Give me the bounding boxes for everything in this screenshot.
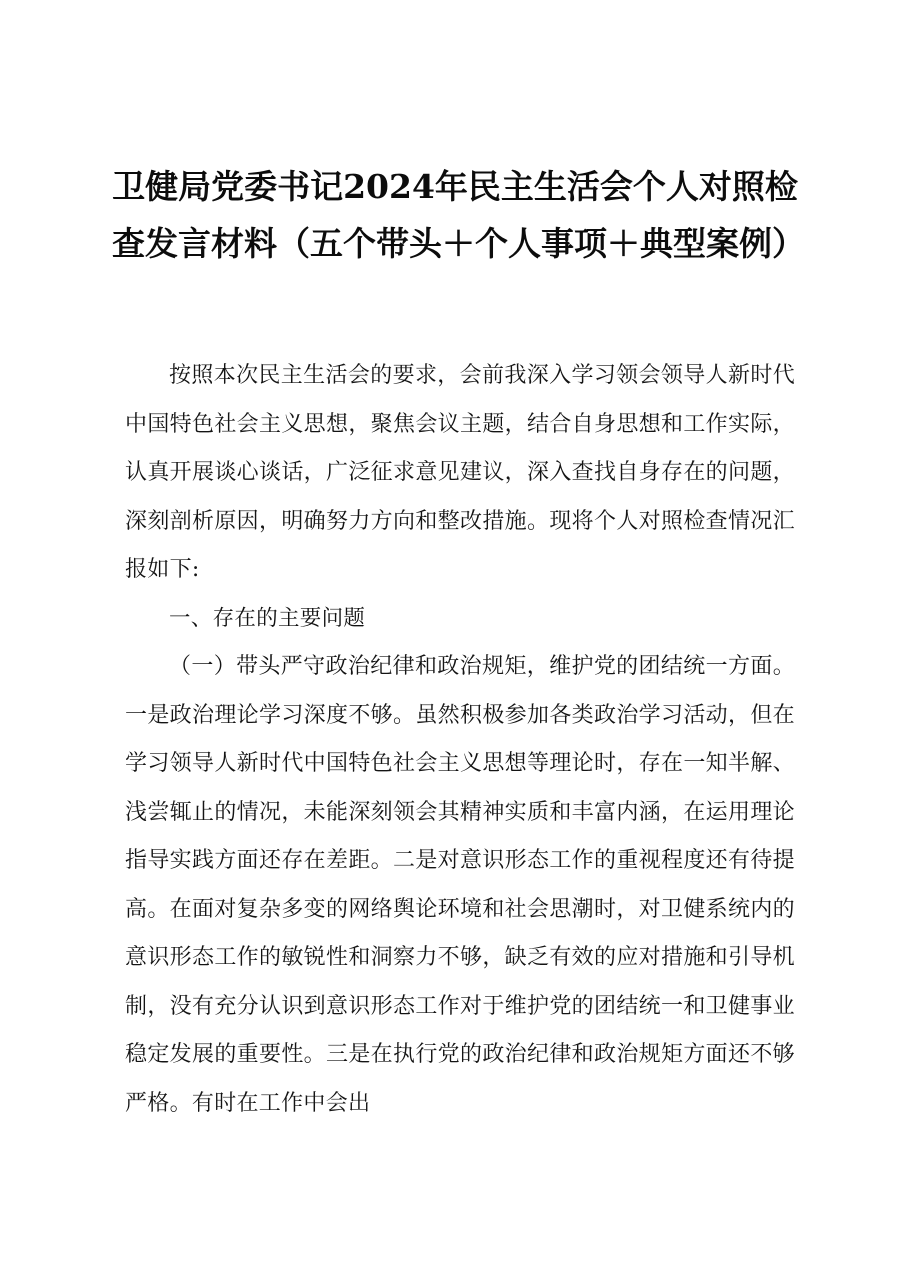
document-body	[125, 352, 795, 1128]
intro-paragraph: 按照本次民主生活会的要求，会前我深入学习领会领导人新时代中国特色社会主义思想，聚焦会议主题，结合自身思想和工作实际，认真开展谈心谈话，广泛征求意见建议，深入查找自身存在的问题，深刻剖析原因，明确努力方向和整改措施。现将个人对照检查情况汇报如下:	[125, 363, 795, 582]
section-heading: 一、存在的主要问题	[169, 605, 366, 631]
document-title: 卫健局党委书记2024年民主生活会个人对照检查发言材料（五个带头＋个人事项＋典型案例）	[112, 167, 805, 263]
section-paragraph: （一）带头严守政治纪律和政治规矩，维护党的团结统一方面。一是政治理论学习深度不够。虽然积极参加各类政治学习活动，但在学习领导人新时代中国特色社会主义思想等理论时，存在一知半解、浅尝辄止的情况，未能深刻领会其精神实质和丰富内涵，在运用理论指导实践方面还存在差距。二是对意识形态工作的重视程度还有待提高。在面对复杂多变的网络舆论环境和社会思潮时，对卫健系统内的意识形态工作的敏锐性和洞察力不够，缺乏有效的应对措施和引导机制，没有充分认识到意识形态工作对于维护党的团结统一和卫健事业稳定发展的重要性。三是在执行党的政治纪律和政治规矩方面还不够严格。有时在工作中会出	[125, 654, 795, 1116]
